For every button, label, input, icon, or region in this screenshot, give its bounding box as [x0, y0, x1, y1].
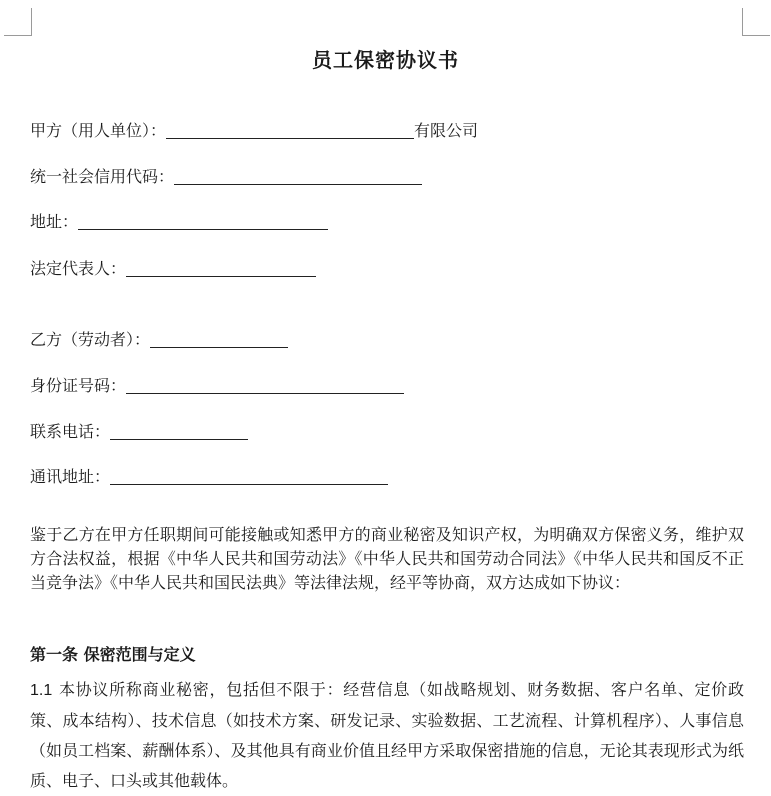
party-a-credit-code-line — [30, 167, 422, 187]
crop-mark-top-left — [4, 8, 32, 36]
party-b-address-blank[interactable] — [110, 468, 388, 485]
party-a-name-line — [30, 121, 478, 141]
party-a-address-label: 地址： — [30, 212, 79, 231]
party-a-name-suffix: 有限公司 — [414, 121, 479, 140]
party-b-phone-blank[interactable] — [110, 423, 248, 440]
party-b-id-label: 身份证号码： — [30, 376, 127, 395]
crop-mark-top-right — [742, 8, 770, 36]
party-a-legal-rep-line — [30, 259, 316, 279]
party-b-phone-label: 联系电话： — [30, 422, 111, 441]
party-a-credit-code-label: 统一社会信用代码： — [30, 167, 175, 186]
party-b-address-line — [30, 467, 388, 487]
party-b-id-blank[interactable] — [126, 377, 404, 394]
party-a-name-blank[interactable] — [166, 122, 414, 139]
preamble-paragraph: 鉴于乙方在甲方任职期间可能接触或知悉甲方的商业秘密及知识产权，为明确双方保密义务，维护双方合法权益，根据《中华人民共和国劳动法》《中华人民共和国劳动合同法》《中华人民共和国反不正当竞争法》《中华人民共和国民法典》等法律法规，经平等协商，双方达成如下协议： — [30, 525, 744, 592]
party-b-phone-line — [30, 422, 248, 442]
party-b-name-blank[interactable] — [150, 331, 288, 348]
party-a-legal-rep-blank[interactable] — [126, 260, 316, 277]
clause-1-1 — [30, 675, 744, 796]
party-b-name-label: 乙方（劳动者）： — [30, 330, 151, 349]
clause-1-1-number: 1.1 — [30, 682, 53, 699]
party-b-name-line — [30, 330, 288, 350]
party-a-credit-code-blank[interactable] — [174, 168, 422, 185]
clause-1-1-text: 本协议所称商业秘密，包括但不限于：经营信息（如战略规划、财务数据、客户名单、定价政策、成本结构）、技术信息（如技术方案、研发记录、实验数据、工艺流程、计算机程序）、人事信息（如员工档案、薪酬体系）、及其他具有商业价值且经甲方采取保密措施的信息，无论其表现形式为纸质、电子、口头或其他载体。 — [30, 680, 744, 790]
party-a-legal-rep-label: 法定代表人： — [30, 259, 127, 278]
article-1-heading: 第一条 保密范围与定义 — [30, 645, 196, 664]
document-title: 员工保密协议书 — [312, 48, 459, 72]
party-b-id-line — [30, 376, 404, 396]
party-a-address-line — [30, 212, 328, 232]
party-a-address-blank[interactable] — [78, 213, 328, 230]
party-b-address-label: 通讯地址： — [30, 467, 111, 486]
party-a-name-label: 甲方（用人单位）： — [30, 121, 167, 140]
